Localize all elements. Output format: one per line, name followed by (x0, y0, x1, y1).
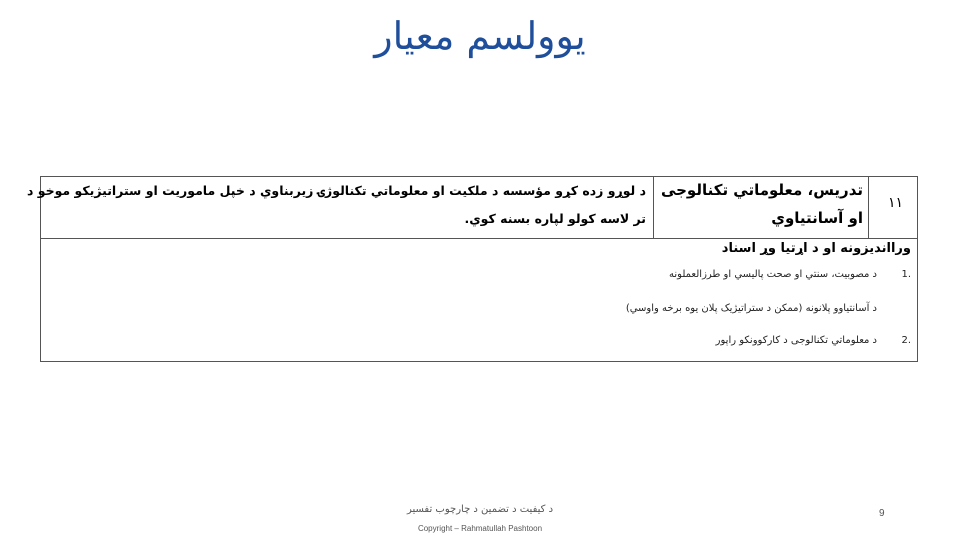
table-row (41, 239, 917, 361)
standard-description-cell (26, 177, 654, 238)
footer-title: د کیفیت د تضمین د چارچوب تفسیر (406, 504, 554, 515)
page-title: یوولسم معیار (374, 14, 586, 58)
standards-table (26, 176, 918, 362)
footer-copyright: Copyright – Rahmatullah Pashtoon (417, 524, 543, 533)
standard-description-line-1: د لوړو زده کړو مؤسسه د ملکیت او معلوماتي تکنالوژۍ زیربناوي د خپل ماموریت او ستراتیژیکو موخو د (26, 183, 646, 198)
standard-number: ۱۱ (887, 195, 903, 211)
standard-number-cell (868, 177, 917, 238)
list-item (716, 335, 917, 346)
standard-heading-cell (653, 177, 869, 238)
list-item-text: د معلوماتي تکنالوجی د کارکوونکو راپور (715, 335, 877, 346)
sources-heading: ورااندیزونه او د اړتیا وړ اسناد (721, 241, 911, 256)
page-number: 9 (879, 508, 885, 519)
standard-heading-line-2: او آسانتیاوي (771, 209, 863, 227)
standard-description-line-2: تر لاسه کولو لپاره بسنه کوي. (464, 211, 646, 226)
table-row (26, 177, 917, 239)
standard-heading-line-1: تدریس، معلوماتي تکنالوجی (660, 181, 863, 199)
list-marker: .1 (901, 269, 911, 280)
list-item (626, 303, 917, 314)
list-item-text: د مصوبیت، سنتي او صحت پالیسي او طرزالعملونه (669, 269, 877, 280)
list-item-text: د آسانتیاوو پلانونه (ممکن د ستراتیژیک پلان یوه برخه واوسي) (625, 303, 877, 314)
list-item (669, 269, 917, 280)
list-marker: .2 (901, 335, 911, 346)
